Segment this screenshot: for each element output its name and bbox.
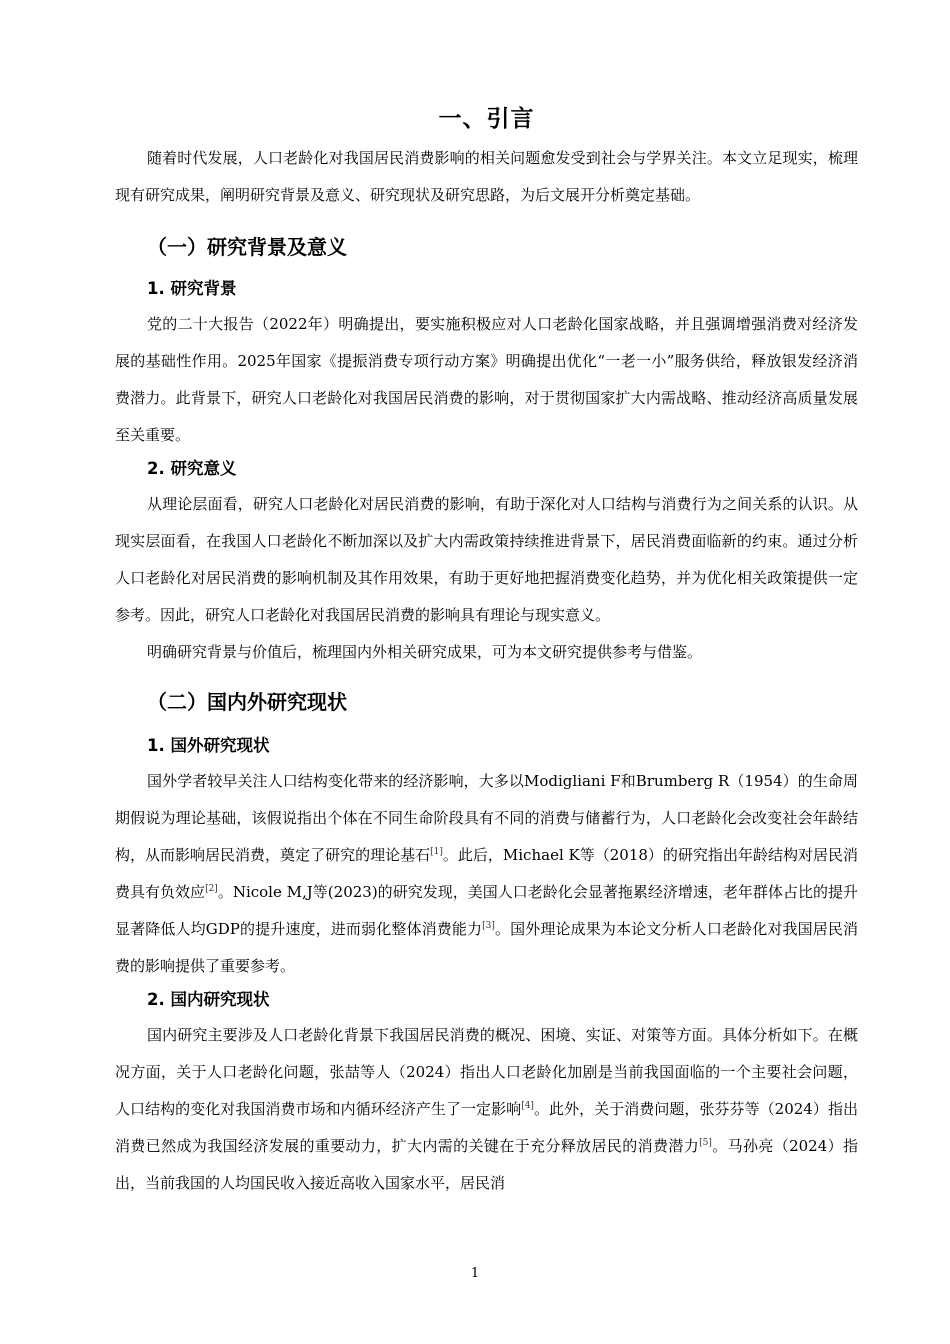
citation-2: [2] bbox=[205, 884, 218, 894]
citation-5: [5] bbox=[699, 1138, 712, 1148]
foreign-text-3: 。Nicole M,J等(2023)的研究发现，美国人口老龄化会显著拖累经济增速，老年群体占比的提升显著降低人均GDP的提升速度，进而弱化整体消费能力 bbox=[115, 883, 858, 938]
intro-paragraph: 随着时代发展，人口老龄化对我国居民消费影响的相关问题愈发受到社会与学界关注。本文立足现实，梳理现有研究成果，阐明研究背景及意义、研究现状及研究思路，为后文展开分析奠定基础。 bbox=[115, 149, 858, 204]
foreign-text-2: 。此后，Michael K等（2018）的研究指出年龄结构对居民消费具有负效应 bbox=[115, 846, 858, 901]
heading-background-significance: （一）研究背景及意义 bbox=[147, 235, 347, 259]
domestic-text-3: 。马孙亮（2024）指出，当前我国的人均国民收入接近高收入国家水平，居民消 bbox=[115, 1137, 858, 1192]
significance-paragraph: 从理论层面看，研究人口老龄化对居民消费的影响，有助于深化对人口结构与消费行为之间关系的认识。从现实层面看，在我国人口老龄化不断加深以及扩大内需政策持续推进背景下，居民消费面临新的约束。通过分析人口老龄化对居民消费的影响机制及其作用效果，有助于更好地把握消费变化趋势，并为优化相关政策提供一定参考。因此，研究人口老龄化对我国居民消费的影响具有理论与现实意义。 bbox=[115, 495, 858, 624]
domestic-research-paragraph bbox=[115, 1017, 858, 1202]
citation-1: [1] bbox=[430, 847, 443, 857]
heading-literature-review: （二）国内外研究现状 bbox=[147, 690, 347, 714]
domestic-text-1: 国内研究主要涉及人口老龄化背景下我国居民消费的概况、困境、实证、对策等方面。具体分析如下。在概况方面，关于人口老龄化问题，张喆等人（2024）指出人口老龄化加剧是当前我国面临的一个主要社会问题，人口结构的变化对我国消费市场和内循环经济产生了一定影响 bbox=[115, 1026, 858, 1118]
page-number: 1 bbox=[470, 1266, 480, 1281]
heading-foreign-research: 1. 国外研究现状 bbox=[147, 736, 270, 755]
heading-domestic-research: 2. 国内研究现状 bbox=[147, 990, 270, 1009]
foreign-text-1: 国外学者较早关注人口结构变化带来的经济影响，大多以Modigliani F和Brumberg R（1954）的生命周期假说为理论基础，该假说指出个体在不同生命阶段具有不同的消费与储蓄行为，人口老龄化会改变社会年龄结构，从而影响居民消费，奠定了研究的理论基石 bbox=[115, 772, 858, 864]
heading-research-background: 1. 研究背景 bbox=[147, 279, 237, 298]
foreign-text-4: 。国外理论成果为本论文分析人口老龄化对我国居民消费的影响提供了重要参考。 bbox=[115, 920, 858, 975]
background-paragraph: 党的二十大报告（2022年）明确提出，要实施积极应对人口老龄化国家战略，并且强调增强消费对经济发展的基础性作用。2025年国家《提振消费专项行动方案》明确提出优化“一老一小”服务供给，释放银发经济消费潜力。此背景下，研究人口老龄化对我国居民消费的影响，对于贯彻国家扩大内需战略、推动经济高质量发展至关重要。 bbox=[115, 315, 858, 444]
foreign-research-paragraph bbox=[115, 763, 858, 985]
domestic-text-2: 。此外，关于消费问题，张芬芬等（2024）指出消费已然成为我国经济发展的重要动力，扩大内需的关键在于充分释放居民的消费潜力 bbox=[115, 1100, 858, 1155]
heading-research-significance: 2. 研究意义 bbox=[147, 459, 237, 478]
section-title: 一、引言 bbox=[438, 106, 535, 132]
transition-paragraph: 明确研究背景与价值后，梳理国内外相关研究成果，可为本文研究提供参考与借鉴。 bbox=[147, 643, 703, 661]
citation-3: [3] bbox=[482, 921, 495, 931]
citation-4: [4] bbox=[521, 1101, 534, 1111]
